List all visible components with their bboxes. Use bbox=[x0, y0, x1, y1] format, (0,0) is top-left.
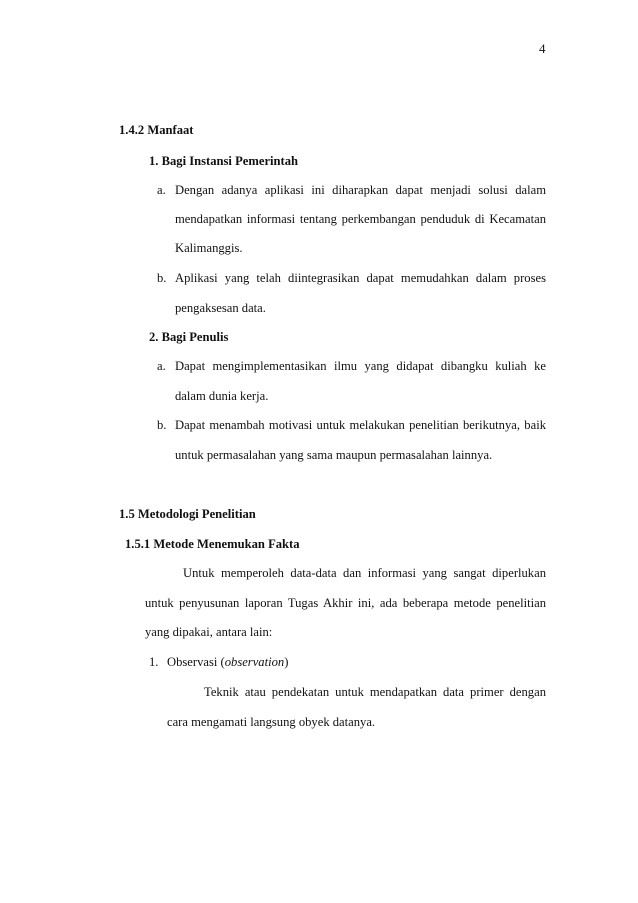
paragraph-text: yang dipakai, antara lain: bbox=[145, 625, 273, 639]
section-heading-1-4-2: 1.4.2 Manfaat bbox=[119, 123, 194, 137]
list-marker-a: a. bbox=[157, 359, 166, 373]
list-marker-a: a. bbox=[157, 183, 166, 197]
paragraph-text: untuk penyusunan laporan Tugas Akhir ini, ada beberapa metode penelitian bbox=[145, 596, 546, 610]
list-item-text: Dengan adanya aplikasi ini diharapkan dapat menjadi solusi dalam bbox=[175, 183, 546, 197]
list-item-text: untuk permasalahan yang sama maupun permasalahan lainnya. bbox=[175, 448, 493, 462]
paragraph-text: Teknik atau pendekatan untuk mendapatkan data primer dengan bbox=[204, 685, 546, 699]
section-heading-1-5: 1.5 Metodologi Penelitian bbox=[119, 507, 256, 521]
section-heading-1-5-1: 1.5.1 Metode Menemukan Fakta bbox=[125, 537, 300, 551]
list-item-text: pengaksesan data. bbox=[175, 301, 266, 315]
list-item-heading: Observasi (observation) bbox=[167, 655, 289, 669]
italic-term: observation bbox=[224, 655, 285, 669]
paragraph-text: cara mengamati langsung obyek datanya. bbox=[167, 715, 376, 729]
list-item-text: mendapatkan informasi tentang perkembangan penduduk di Kecamatan bbox=[175, 212, 546, 226]
paragraph-text: Untuk memperoleh data-data dan informasi yang sangat diperlukan bbox=[183, 566, 546, 580]
list-marker-1: 1. bbox=[149, 655, 159, 669]
list-item-text: Kalimanggis. bbox=[175, 241, 243, 255]
subheading-bagi-penulis: 2. Bagi Penulis bbox=[149, 330, 229, 344]
list-marker-b: b. bbox=[157, 418, 167, 432]
subheading-bagi-instansi: 1. Bagi Instansi Pemerintah bbox=[149, 154, 299, 168]
list-marker-b: b. bbox=[157, 271, 167, 285]
list-item-text: Aplikasi yang telah diintegrasikan dapat memudahkan dalam proses bbox=[175, 271, 546, 285]
list-item-text: Dapat menambah motivasi untuk melakukan penelitian berikutnya, baik bbox=[175, 418, 546, 432]
list-item-text: Dapat mengimplementasikan ilmu yang didapat dibangku kuliah ke bbox=[175, 359, 546, 373]
list-item-text: dalam dunia kerja. bbox=[175, 389, 269, 403]
page-number: 4 bbox=[539, 41, 546, 56]
